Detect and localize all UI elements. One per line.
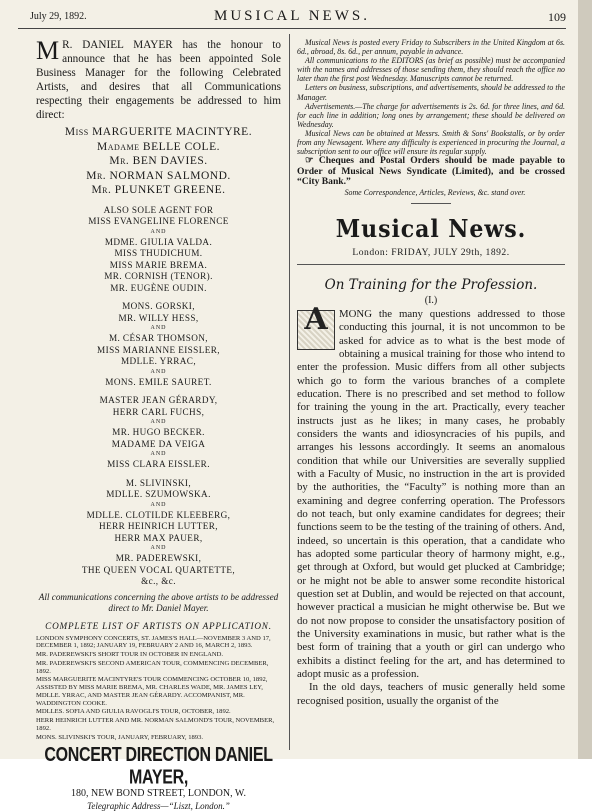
stand-over-note: Some Correspondence, Articles, Reviews, &c. stand over. xyxy=(344,187,526,197)
principal-artist: Mr. NORMAN SALMOND. xyxy=(86,169,231,182)
artist-name: MDLLE. YRRAC, xyxy=(120,356,197,366)
artist-etc: &c., &c. xyxy=(141,576,176,586)
tour-item: LONDON SYMPHONY CONCERTS, ST. JAMES'S HALL—NOVEMBER 3 AND 17, DECEMBER 1, 1892; JANUARY 19, FEBRUARY 2 AND 16, MARCH 2, 1893. xyxy=(36,634,271,650)
artist-list xyxy=(36,125,281,588)
artist-name: MISS CLARA EISSLER. xyxy=(107,459,210,469)
artist-name: MISS MARIE BREMA. xyxy=(109,259,208,270)
editorial-column xyxy=(297,38,565,708)
tour-item: MR. PADEREWSKI'S SECOND AMERICAN TOUR, COMMENCING DECEMBER, 1892. xyxy=(36,659,269,675)
tour-item: MONS. SLIVINSKI'S TOUR, JANUARY, FEBRUARY, 1893. xyxy=(36,733,204,741)
artist-name: MR. PADEREWSKI, xyxy=(115,553,202,563)
advert-initial: M xyxy=(36,36,60,65)
cheques-notice: ☞ Cheques and Postal Orders should be made payable to Order of Musical News Syndicate (Limited), and be crossed “City Bank.” xyxy=(297,155,565,188)
artist-name: MDLLE. CLOTILDE KLEEBERG, xyxy=(86,509,231,520)
masthead: Musical News. xyxy=(335,213,527,243)
divider-rule xyxy=(411,203,451,204)
header-date: July 29, 1892. xyxy=(30,11,87,22)
artist-name: MASTER JEAN GÉRARDY, xyxy=(99,395,218,405)
and-separator: AND xyxy=(150,368,167,375)
notice-paragraph: Musical News can be obtained at Messrs. Smith & Sons' Bookstalls, or by order from any Newsagent. Where any difficulty is experienced in procuring the Journal, a subscription sent to our office will ensure its regular supply. xyxy=(297,128,565,157)
artist-name: MDME. GIULIA VALDA. xyxy=(104,236,213,247)
page-number: 109 xyxy=(548,10,566,24)
artist-name: MR. EUGÈNE OUDIN. xyxy=(110,282,207,293)
notice-paragraph: Advertisements.—The charge for advertisements is 2s. 6d. for three lines, and 6d. for each line in addition; long ones by arrangement; these should be delivered on Wednesday. xyxy=(297,101,565,129)
artist-name: MR. HUGO BECKER. xyxy=(112,427,205,437)
advert-intro xyxy=(36,38,281,122)
principal-artist: Madame BELLE COLE. xyxy=(97,140,220,153)
decorated-initial xyxy=(297,301,335,350)
and-separator: AND xyxy=(150,501,167,508)
principal-artist: Mr. BEN DAVIES. xyxy=(109,155,208,167)
and-separator: AND xyxy=(150,451,167,457)
and-separator: AND xyxy=(150,545,167,551)
artist-name: MONS. GORSKI, xyxy=(122,301,195,311)
artist-name: MONS. EMILE SAURET. xyxy=(105,376,212,387)
artist-name: MR. CORNISH (TENOR). xyxy=(104,271,213,281)
and-separator: AND xyxy=(150,228,167,235)
artist-name: HERR MAX PAUER, xyxy=(114,532,203,543)
column-divider xyxy=(289,34,290,750)
artist-name: MR. WILLY HESS, xyxy=(118,312,199,323)
advert-intro-text: R. DANIEL MAYER has the honour to announce that he has been appointed Sole Business Manager for the following Celebrated Artists, and desires that all Communications respecting their engagements be addressed to him direct: xyxy=(36,39,281,121)
artist-name: M. SLIVINSKI, xyxy=(125,477,192,488)
telegraphic-address: Telegraphic Address—“Liszt, London.” xyxy=(87,801,230,811)
article-paragraph: In the old days, teachers of music generally held some recognised position, usually the organist of the xyxy=(297,681,565,707)
masthead-rule xyxy=(297,264,565,265)
article-number: (I.) xyxy=(424,294,438,306)
page-header xyxy=(18,6,566,29)
and-separator: AND xyxy=(150,419,167,425)
daniel-mayer-advertisement xyxy=(36,38,281,811)
tour-item: MDLLES. SOFIA AND GIULIA RAVOGLI'S TOUR, OCTOBER, 1892. xyxy=(36,708,231,716)
artist-name: MISS MARIANNE EISSLER, xyxy=(97,344,220,355)
artist-name: THE QUEEN VOCAL QUARTETTE, xyxy=(81,564,236,575)
communications-note: All communications concerning the above artists to be addressed direct to Mr. Daniel Mayer. xyxy=(38,591,279,613)
article-title: On Training for the Profession. xyxy=(324,276,538,293)
artist-name: MISS EVANGELINE FLORENCE xyxy=(88,216,229,226)
tour-list xyxy=(36,635,281,742)
decorated-initial-letter: A xyxy=(304,301,328,337)
complete-list-heading: COMPLETE LIST OF ARTISTS ON APPLICATION. xyxy=(45,620,272,631)
notice-paragraph: Musical News is posted every Friday to Subscribers in the United Kingdom at 6s. 6d., abroad, 8s. 6d., per annum, payable in advance. xyxy=(297,38,565,57)
publication-notices xyxy=(297,38,565,197)
header-title: MUSICAL NEWS. xyxy=(214,8,370,24)
principal-artist: Mr. PLUNKET GREENE. xyxy=(91,184,226,196)
artist-name: M. CÉSAR THOMSON, xyxy=(108,333,209,343)
notice-paragraph: Letters on business, subscriptions, and advertisements, should be addressed to the Manager. xyxy=(297,83,565,102)
notice-paragraph: All communications to the EDITORS (as brief as possible) must be accompanied with the names and addresses of those sending them, they should reach the office no later than the first post Wednesday. Manuscripts cannot be returned. xyxy=(297,56,565,84)
tour-item: HERR HEINRICH LUTTER AND MR. NORMAN SALMOND'S TOUR, NOVEMBER, 1892. xyxy=(36,717,275,732)
dateline: London: FRIDAY, JULY 29th, 1892. xyxy=(352,246,510,258)
article-paragraph: MONG the many questions addressed to those conducting this journal, it is not uncommon to be asked for advice as to what is the best mode of obtaining a musical training for those who intend to enter the profession. Music differs from all other subjects which go to form the various branches of a complete education. There is no prescribed and set method to follow for training the young in the art. Practically, every teacher instructs just as he likes; in many cases, he probably considers the wants and idiosyncracies of his pupils, and arranges his lessons accordingly. It seems an anomalous condition that while our Universities are severally supplied with a Faculty of Music, no instruction in the art is provided by the authorities, the “Faculty” is nothing more than an examining and degree conferring operation. The Professors do not teach, but only examine candidates for degrees; their functions seem to be the testing of the training of others. And, indeed, so uncertain is this operation, that a candidate who has adopted some particular theory of harmony might, e.g., get through at Oxford, but would get plucked at Cambridge; or he might not be able to answer some recondite historical question set at Dublin, and would be rejected on that account, however practical a musician he might otherwise be. But we do not now propose to consider the unsatisfactory position of the University examinations in music, but rather what is the best form of training that a youth or girl can undergo who exhibits a distinct feeling for the art, and has determined to adopt music as a profession. xyxy=(297,307,565,681)
tour-item: MR. PADEREWSKI'S SHORT TOUR IN OCTOBER IN ENGLAND. xyxy=(36,651,224,658)
artist-name: MISS THUDICHUM. xyxy=(114,248,203,258)
tour-item: MISS MARGUERITE MACINTYRE'S TOUR COMMENCING OCTOBER 10, 1892, ASSISTED BY MISS MARIE BREMA, MR. CHARLES WADE, MR. JAMES LEY, MDLLE. YRRAC, AND MASTER JEAN GÉRARDY. ACCOMPANIST, MR. WADDINGTON COOKE. xyxy=(36,676,268,707)
artist-name: HERR CARL FUCHS, xyxy=(112,406,205,417)
and-separator: AND xyxy=(150,325,167,331)
article-body xyxy=(297,301,565,708)
principal-artist: Miss MARGUERITE MACINTYRE. xyxy=(64,126,253,138)
artist-name: MDLLE. SZUMOWSKA. xyxy=(106,489,211,499)
artist-name: MADAME DA VEIGA xyxy=(111,438,206,449)
concert-direction-title: CONCERT DIRECTION DANIEL MAYER, xyxy=(44,744,273,789)
also-agent-heading: ALSO SOLE AGENT FOR xyxy=(103,204,214,215)
artist-name: HERR HEINRICH LUTTER, xyxy=(99,521,218,531)
concert-direction-address: 180, NEW BOND STREET, LONDON, W. xyxy=(71,788,246,800)
